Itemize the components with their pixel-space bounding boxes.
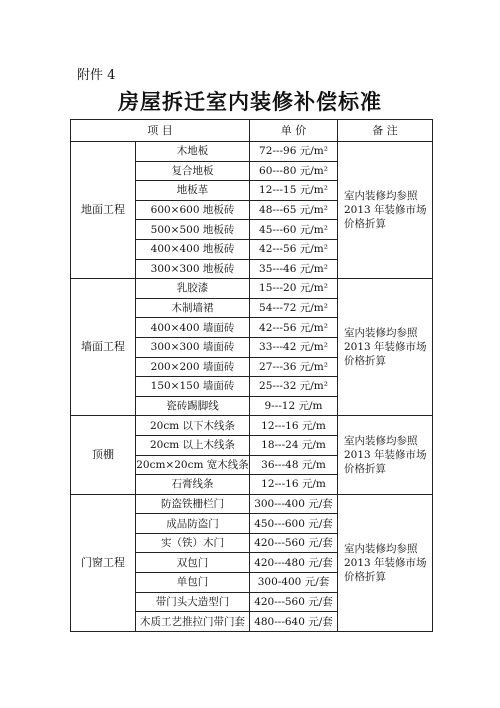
price-cell: 36---48 元/m [250, 455, 338, 475]
header-item: 项 目 [71, 120, 250, 142]
category-cell: 顶棚 [71, 416, 136, 494]
item-cell: 木地板 [136, 142, 250, 162]
price-cell: 420---480 元/套 [250, 553, 338, 573]
price-cell: 42---56 元/m² [250, 239, 338, 259]
price-cell: 60---80 元/m² [250, 161, 338, 181]
item-cell: 600×600 地板砖 [136, 200, 250, 220]
table-row [71, 416, 433, 436]
price-cell: 480---640 元/套 [250, 612, 338, 632]
table-body [71, 142, 433, 632]
item-cell: 300×300 墙面砖 [136, 337, 250, 357]
table-row [71, 494, 433, 514]
header-note: 备 注 [338, 120, 433, 142]
item-cell: 成品防盗门 [136, 514, 250, 534]
price-cell: 45---60 元/m² [250, 220, 338, 240]
category-cell: 墙面工程 [71, 279, 136, 416]
table-row [71, 142, 433, 162]
price-cell: 33---42 元/m² [250, 337, 338, 357]
price-cell: 9---12 元/m [250, 396, 338, 416]
note-cell: 室内装修均参照2013 年装修市场价格折算 [338, 279, 433, 416]
price-cell: 42---56 元/m² [250, 318, 338, 338]
price-cell: 48---65 元/m² [250, 200, 338, 220]
price-cell: 25---32 元/m² [250, 377, 338, 397]
item-cell: 防盗铁栅栏门 [136, 494, 250, 514]
price-cell: 54---72 元/m² [250, 298, 338, 318]
note-cell: 室内装修均参照2013 年装修市场价格折算 [338, 494, 433, 631]
item-cell: 乳胶漆 [136, 279, 250, 299]
item-cell: 木质工艺推拉门带门套 [136, 612, 250, 632]
price-cell: 12---15 元/m² [250, 181, 338, 201]
price-cell: 72---96 元/m² [250, 142, 338, 162]
price-cell: 12---16 元/m [250, 475, 338, 495]
table-header-row [71, 120, 433, 142]
price-cell: 12---16 元/m [250, 416, 338, 436]
item-cell: 石膏线条 [136, 475, 250, 495]
item-cell: 300×300 地板砖 [136, 259, 250, 279]
attachment-label: 附件 4 [77, 68, 116, 83]
price-cell: 420---560 元/套 [250, 592, 338, 612]
compensation-table [70, 119, 433, 632]
item-cell: 20cm×20cm 宽木线条 [136, 455, 250, 475]
item-cell: 木制墙裙 [136, 298, 250, 318]
item-cell: 地板革 [136, 181, 250, 201]
item-cell: 实（铁）木门 [136, 533, 250, 553]
item-cell: 双包门 [136, 553, 250, 573]
price-cell: 27---36 元/m² [250, 357, 338, 377]
price-cell: 300---400 元/套 [250, 494, 338, 514]
category-cell: 地面工程 [71, 142, 136, 279]
item-cell: 单包门 [136, 573, 250, 593]
price-cell: 18---24 元/m [250, 435, 338, 455]
item-cell: 20cm 以下木线条 [136, 416, 250, 436]
item-cell: 400×400 墙面砖 [136, 318, 250, 338]
item-cell: 500×500 地板砖 [136, 220, 250, 240]
header-price: 单 价 [250, 120, 338, 142]
price-cell: 450---600 元/套 [250, 514, 338, 534]
price-cell: 420---560 元/套 [250, 533, 338, 553]
category-cell: 门窗工程 [71, 494, 136, 631]
note-cell: 室内装修均参照2013 年装修市场价格折算 [338, 142, 433, 279]
item-cell: 150×150 墙面砖 [136, 377, 250, 397]
price-cell: 35---46 元/m² [250, 259, 338, 279]
price-cell: 300-400 元/套 [250, 573, 338, 593]
item-cell: 200×200 墙面砖 [136, 357, 250, 377]
item-cell: 复合地板 [136, 161, 250, 181]
price-cell: 15---20 元/m² [250, 279, 338, 299]
note-cell: 室内装修均参照2013 年装修市场价格折算 [338, 416, 433, 494]
item-cell: 20cm 以上木线条 [136, 435, 250, 455]
item-cell: 400×400 地板砖 [136, 239, 250, 259]
page-title: 房屋拆迁室内装修补偿标准 [118, 89, 382, 114]
table-row [71, 279, 433, 299]
item-cell: 带门头大造型门 [136, 592, 250, 612]
item-cell: 瓷砖踢脚线 [136, 396, 250, 416]
